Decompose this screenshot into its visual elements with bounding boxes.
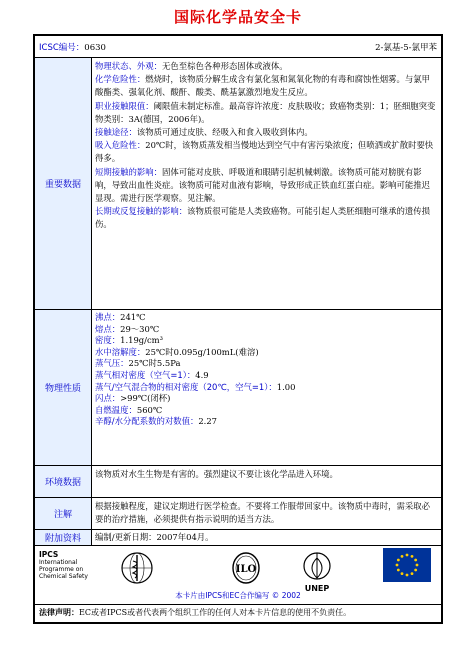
icsc-value: 0630 bbox=[84, 43, 106, 53]
eu-star bbox=[401, 555, 404, 558]
item-key: 短期接触的影响： bbox=[95, 166, 162, 177]
property-value: 4.9 bbox=[195, 369, 209, 380]
additional-row bbox=[35, 530, 441, 546]
property-value: 25℃时5.5Pa bbox=[128, 358, 181, 369]
unep-logo-icon bbox=[297, 550, 337, 594]
ipcs-line: Programme on bbox=[39, 566, 84, 573]
property-key: 自燃温度： bbox=[95, 404, 137, 415]
eu-star bbox=[397, 569, 400, 572]
item-value: 20℃时，该物质蒸发相当慢地达到空气中有害污染浓度；但喷洒或扩散时要快得多。 bbox=[95, 140, 434, 164]
ilo-logo-icon bbox=[231, 550, 261, 586]
item-value: 燃烧时，该物质分解生成含有氯化氢和氮氧化物的有毒和腐蚀性烟雾。与氯甲酸酯类、强氧化剂、酸酐、酸类、酰基氯激烈地发生反应。 bbox=[95, 74, 430, 98]
property-value: 1.00 bbox=[276, 381, 296, 392]
safety-card bbox=[33, 34, 443, 624]
property-value: 29～30℃ bbox=[120, 323, 160, 334]
item-value: 该物质可通过皮肤、经吸入和食入吸收到体内。 bbox=[136, 127, 313, 138]
additional-label: 附加资料 bbox=[35, 530, 92, 545]
item-key: 长期或反复接触的影响： bbox=[95, 206, 188, 217]
environment-text: 该物质对水生生物是有害的。强烈建议不要让该化学品进入环境。 bbox=[95, 469, 338, 479]
property-item bbox=[95, 370, 438, 382]
property-key: 蒸气/空气混合物的相对密度（20℃，空气=1）： bbox=[95, 381, 277, 392]
property-key: 闪点： bbox=[95, 393, 121, 404]
property-key: 水中溶解度： bbox=[95, 346, 146, 357]
notes-text: 根据接触程度，建议定期进行医学检查。不要将工作服带回家中。该物质中毒时，需采取必要的治疗措施，必须提供有指示说明的适当方法。 bbox=[95, 501, 430, 525]
eu-star bbox=[411, 555, 414, 558]
important-item bbox=[95, 205, 438, 231]
eu-star bbox=[416, 564, 419, 567]
property-key: 沸点： bbox=[95, 312, 121, 322]
eu-star bbox=[406, 554, 409, 557]
legal-notice bbox=[35, 604, 441, 622]
important-item bbox=[95, 126, 438, 139]
property-item bbox=[95, 324, 438, 336]
eu-flag-icon bbox=[383, 548, 431, 582]
important-item bbox=[95, 166, 438, 206]
important-data-label: 重要数据 bbox=[35, 58, 92, 309]
header-row bbox=[35, 36, 441, 58]
unep-label: UNEP bbox=[304, 584, 330, 593]
item-value: 固体可能对皮肤、呼吸道和眼睛引起机械刺激。该物质可能对膀胱有影响，导致出血性炎症。该物质可能对血液有影响，导致形成正铁血红蛋白症。影响可能推迟显现。需进行医学观察。见注解。 bbox=[95, 166, 430, 204]
item-value: 阈限值未制定标准。最高容许浓度：皮肤吸收；致癌物类别：1；胚细胞突变物类别：3A(德国，2006年)。 bbox=[95, 100, 436, 124]
who-emblem-icon bbox=[119, 550, 155, 586]
property-value: 2.27 bbox=[198, 416, 217, 427]
physical-properties-row bbox=[35, 310, 441, 466]
eu-star bbox=[397, 559, 400, 562]
eu-star bbox=[396, 564, 399, 567]
important-item bbox=[95, 60, 438, 73]
item-value: 该物质很可能是人类致癌物。可能引起人类胚细胞可继承的遗传损伤。 bbox=[95, 206, 430, 230]
chemical-name: 2-氯基-5-氯甲苯 bbox=[375, 43, 437, 53]
eu-star bbox=[414, 569, 417, 572]
important-item bbox=[95, 73, 438, 99]
copyright-text: 本卡片由IPCS和EC合作编写 © 2002 bbox=[175, 591, 301, 600]
legal-label: 法律声明： bbox=[39, 608, 79, 617]
environment-row bbox=[35, 466, 441, 498]
ipcs-line: International bbox=[39, 559, 78, 566]
property-key: 蒸气压： bbox=[95, 358, 129, 369]
property-key: 密度： bbox=[95, 335, 121, 346]
property-item bbox=[95, 382, 438, 394]
eu-star bbox=[401, 572, 404, 575]
ipcs-line: Chemical Safety bbox=[39, 573, 88, 580]
environment-label: 环境数据 bbox=[35, 466, 92, 497]
card-title: 国际化学品安全卡 bbox=[173, 8, 302, 26]
property-value: 25℃时0.095g/100mL(难溶) bbox=[145, 346, 259, 357]
physical-properties-content bbox=[92, 310, 441, 465]
ipcs-block bbox=[39, 551, 88, 580]
property-key: 蒸气相对密度（空气=1）： bbox=[95, 369, 196, 380]
item-value: 无色至棕色各种形态固体或液体。 bbox=[162, 61, 288, 71]
property-value: 241℃ bbox=[120, 312, 146, 322]
icsc-label: ICSC编号： bbox=[39, 43, 85, 53]
item-key: 化学危险性： bbox=[95, 74, 146, 85]
important-item bbox=[95, 139, 438, 165]
property-item bbox=[95, 335, 438, 347]
property-item bbox=[95, 312, 438, 324]
ipcs-title: IPCS bbox=[39, 550, 59, 559]
property-value: 560℃ bbox=[136, 404, 163, 415]
notes-label: 注解 bbox=[35, 498, 92, 529]
property-value: 1.19g/cm³ bbox=[120, 335, 163, 346]
property-item bbox=[95, 416, 438, 428]
eu-star bbox=[411, 572, 414, 575]
eu-star bbox=[414, 559, 417, 562]
notes-row bbox=[35, 498, 441, 530]
legal-text: EC或者IPCS或者代表两个组织工作的任何人对本卡片信息的使用不负责任。 bbox=[79, 608, 352, 617]
property-item bbox=[95, 347, 438, 359]
property-item bbox=[95, 393, 438, 405]
logos-row bbox=[35, 546, 441, 605]
property-item bbox=[95, 358, 438, 370]
important-data-content bbox=[92, 58, 441, 309]
physical-properties-label: 物理性质 bbox=[35, 310, 92, 465]
item-key: 吸入危险性： bbox=[95, 140, 146, 151]
important-item bbox=[95, 100, 438, 126]
svg-text:ILO: ILO bbox=[235, 564, 257, 575]
icsc-number bbox=[39, 41, 106, 53]
property-item bbox=[95, 405, 438, 417]
property-value: >99℃(闭杯) bbox=[120, 393, 171, 404]
item-key: 职业接触限值： bbox=[95, 100, 154, 111]
eu-star bbox=[406, 574, 409, 577]
item-key: 物理状态、外观： bbox=[95, 61, 162, 71]
property-key: 辛醇/水分配系数的对数值： bbox=[95, 416, 199, 427]
item-key: 接触途径： bbox=[95, 127, 137, 138]
additional-text: 编制/更新日期：2007年04月。 bbox=[95, 532, 214, 542]
important-data-row bbox=[35, 58, 441, 310]
property-key: 熔点： bbox=[95, 323, 121, 334]
